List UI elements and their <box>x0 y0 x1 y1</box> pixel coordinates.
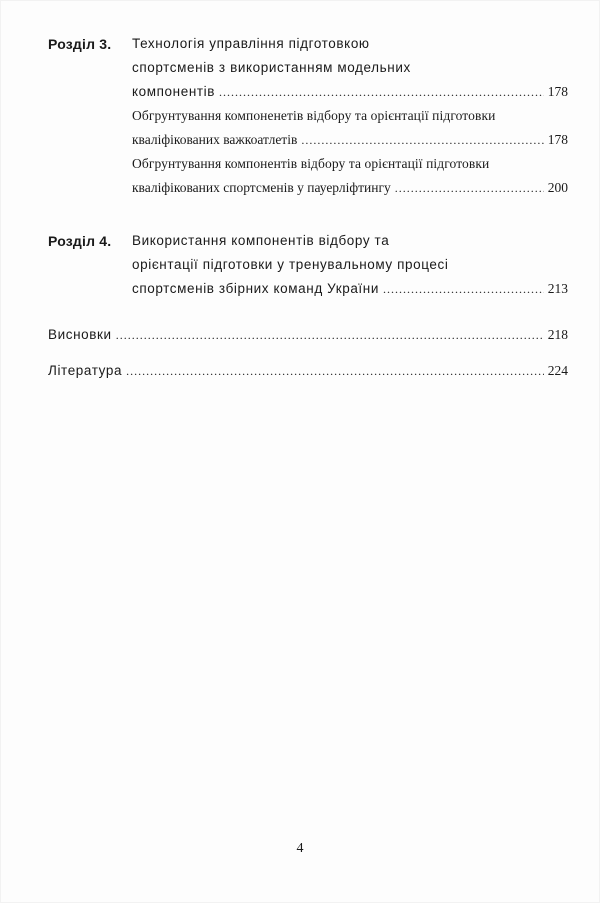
chapter-3-title <box>132 32 568 104</box>
chapter-3-title-line-2: спортсменів з використанням модельних <box>132 60 411 75</box>
subsection-3-2-line-1: Обгрунтування компонентів відбору та орієнтації підготовки <box>132 156 490 171</box>
dot-leader <box>383 277 544 301</box>
subsection-3-1-last-row <box>132 128 568 152</box>
subsection-3-2-line-2: кваліфікованих спортсменів у пауерліфтингу <box>132 180 391 195</box>
chapter-3-title-line-3: компонентів <box>132 84 216 99</box>
subsection-3-1-page: 178 <box>547 132 568 147</box>
toc-literature <box>48 359 568 383</box>
conclusions-row <box>48 323 568 347</box>
subsection-3-2-page: 200 <box>547 180 568 195</box>
literature-row <box>48 359 568 383</box>
dot-leader <box>395 176 544 200</box>
chapter-3-title-line-1: Технологія управління підготовкою <box>132 36 370 51</box>
toc-subsection-3-1 <box>132 104 568 152</box>
chapter-4-label: Розділ 4. <box>48 233 112 249</box>
toc-conclusions <box>48 323 568 347</box>
toc-chapter-3 <box>48 32 568 108</box>
chapter-4-title-line-3: спортсменів збірних команд України <box>132 281 379 296</box>
literature-label: Література <box>48 363 123 378</box>
toc-chapter-4 <box>48 229 568 305</box>
chapter-4-title-line-2: орієнтації підготовки у тренувальному процесі <box>132 257 449 272</box>
chapter-4-title-line-1: Використання компонентів відбору та <box>132 233 390 248</box>
subsection-3-1-line-1: Обгрунтування компоненетів відбору та орієнтації підготовки <box>132 108 496 123</box>
subsection-3-2-last-row <box>132 176 568 200</box>
chapter-4-page: 213 <box>547 281 568 296</box>
page-number: 4 <box>296 841 304 856</box>
chapter-4-title-last-row <box>132 277 568 301</box>
dot-leader <box>126 359 544 383</box>
chapter-3-page: 178 <box>547 84 568 99</box>
chapter-3-label: Розділ 3. <box>48 36 112 52</box>
chapter-3-title-last-row <box>132 80 568 104</box>
conclusions-page: 218 <box>547 327 568 342</box>
dot-leader <box>219 80 544 104</box>
chapter-4-title <box>132 229 568 301</box>
toc-subsection-3-2 <box>132 152 568 200</box>
subsection-3-1-line-2: кваліфікованих важкоатлетів <box>132 132 298 147</box>
dot-leader <box>116 323 544 347</box>
literature-page: 224 <box>547 363 568 378</box>
dot-leader <box>301 128 543 152</box>
conclusions-label: Висновки <box>48 327 112 342</box>
